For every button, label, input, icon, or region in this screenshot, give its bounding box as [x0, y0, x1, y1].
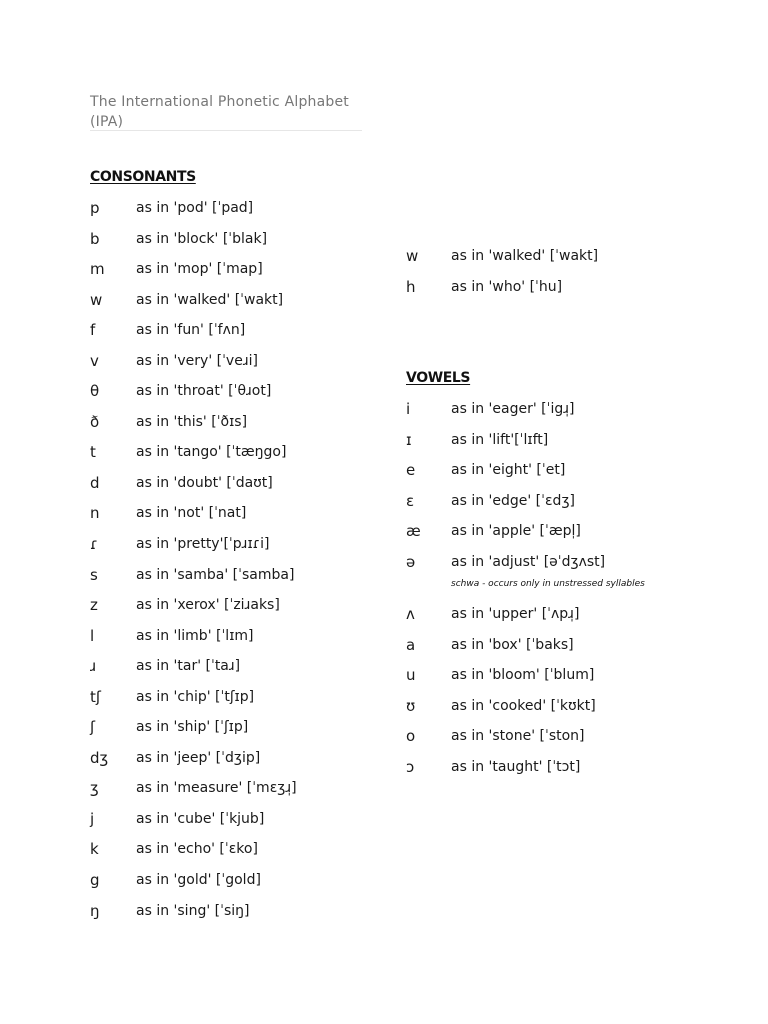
ipa-row [406, 247, 706, 278]
ipa-symbol: g [90, 871, 100, 890]
ipa-row [90, 291, 370, 322]
ipa-example: as in 'fun' [ˈfʌn] [136, 322, 246, 339]
ipa-row [406, 400, 706, 431]
ipa-row [406, 666, 706, 697]
ipa-example: as in 'measure' [ˈmɛʒɹ̩] [136, 780, 297, 797]
ipa-example: as in 'cooked' [ˈkʊkt] [451, 697, 596, 714]
ipa-symbol: h [406, 277, 416, 296]
ipa-row [406, 636, 706, 667]
ipa-row [406, 492, 706, 523]
ipa-row [90, 260, 370, 291]
ipa-row [90, 688, 370, 719]
ipa-row [90, 535, 370, 566]
ipa-example: as in 'very' [ˈveɹi] [136, 352, 258, 369]
ipa-example: as in 'tar' [ˈtaɹ] [136, 658, 241, 675]
ipa-row [90, 718, 370, 749]
ipa-row [90, 871, 370, 902]
ipa-symbol: θ [90, 382, 100, 401]
ipa-row [90, 413, 370, 444]
ipa-example: as in 'stone' [ˈston] [451, 728, 585, 745]
consonants-heading: CONSONANTS [90, 169, 196, 185]
ipa-symbol: f [90, 321, 96, 340]
ipa-example: as in 'who' [ˈhu] [451, 278, 563, 295]
ipa-example: as in 'samba' [ˈsamba] [136, 566, 295, 583]
ipa-symbol: b [90, 229, 100, 248]
ipa-row [90, 443, 370, 474]
ipa-symbol: p [90, 199, 100, 217]
ipa-row [406, 431, 706, 462]
ipa-symbol: w [406, 247, 419, 265]
schwa-note: schwa - occurs only in unstressed syllables [451, 579, 645, 590]
ipa-example: as in 'apple' [ˈæpl̩] [451, 523, 581, 540]
ipa-row [90, 749, 370, 780]
ipa-example: as in 'pod' [ˈpad] [136, 200, 254, 216]
ipa-symbol: k [90, 840, 99, 859]
ipa-symbol: ɛ [406, 491, 415, 510]
ipa-row [90, 596, 370, 627]
ipa-row [90, 199, 370, 230]
ipa-symbol: v [90, 351, 99, 370]
ipa-row [90, 504, 370, 535]
ipa-symbol: w [90, 290, 103, 309]
ipa-example: as in 'bloom' [ˈblum] [451, 667, 595, 684]
schwa-note-row [406, 579, 706, 605]
ipa-example: as in 'doubt' [ˈdaʊt] [136, 474, 273, 491]
ipa-row [406, 522, 706, 553]
ipa-symbol: m [90, 260, 105, 279]
consonants-continued-list [406, 247, 706, 308]
ipa-row [90, 321, 370, 352]
document-title: The International Phonetic Alphabet (IPA) [90, 94, 349, 130]
ipa-row [90, 566, 370, 597]
ipa-symbol: ʒ [90, 779, 99, 798]
vowels-heading: VOWELS [406, 370, 471, 386]
ipa-symbol: z [90, 596, 98, 615]
ipa-symbol: ʊ [406, 696, 416, 715]
ipa-row [90, 779, 370, 810]
ipa-symbol: i [406, 400, 411, 418]
ipa-example: as in 'taught' [ˈtɔt] [451, 759, 581, 776]
ipa-example: as in 'edge' [ˈɛdʒ] [451, 492, 575, 509]
ipa-example: as in 'limb' [ˈlɪm] [136, 627, 254, 644]
ipa-symbol: u [406, 666, 416, 685]
ipa-symbol: s [90, 565, 98, 584]
ipa-row [406, 461, 706, 492]
ipa-example: as in 'gold' [ˈgold] [136, 872, 261, 889]
ipa-symbol: o [406, 727, 416, 746]
ipa-symbol: d [90, 473, 100, 492]
ipa-row [406, 727, 706, 758]
ipa-row [406, 758, 706, 789]
title-divider [90, 130, 362, 131]
ipa-symbol: æ [406, 522, 421, 541]
ipa-example: as in 'block' [ˈblak] [136, 230, 268, 247]
ipa-symbol: ʌ [406, 605, 415, 624]
ipa-example: as in 'chip' [ˈtʃɪp] [136, 688, 255, 705]
ipa-example: as in 'throat' [ˈθɹot] [136, 383, 272, 400]
ipa-example: as in 'lift'[ˈlɪft] [451, 431, 549, 448]
ipa-example: as in 'echo' [ˈɛko] [136, 841, 258, 858]
ipa-row [90, 810, 370, 841]
ipa-symbol: j [90, 809, 95, 828]
ipa-symbol: tʃ [90, 687, 101, 706]
ipa-example: as in 'xerox' [ˈziɹaks] [136, 597, 280, 614]
ipa-row [90, 230, 370, 261]
ipa-example: as in 'not' [ˈnat] [136, 505, 247, 522]
ipa-symbol: ɪ [406, 430, 412, 449]
ipa-example: as in 'walked' [ˈwakt] [136, 291, 284, 308]
vowels-list [406, 400, 706, 789]
ipa-row [90, 352, 370, 383]
ipa-example: as in 'upper' [ˈʌpɹ̩] [451, 606, 580, 623]
consonants-list [90, 199, 370, 932]
ipa-example: as in 'ship' [ˈʃɪp] [136, 719, 249, 736]
ipa-example: as in 'eager' [ˈigɹ̩] [451, 401, 575, 417]
ipa-row [90, 382, 370, 413]
ipa-example: as in 'pretty'[ˈpɹɪɾi] [136, 536, 270, 553]
ipa-example: as in 'jeep' [ˈdʒip] [136, 749, 261, 766]
ipa-symbol: l [90, 626, 95, 645]
ipa-symbol: ɔ [406, 758, 415, 777]
ipa-symbol: t [90, 443, 96, 462]
ipa-row [90, 627, 370, 658]
ipa-symbol: a [406, 635, 416, 654]
ipa-example: as in 'adjust' [əˈdʒʌst] [451, 553, 606, 570]
ipa-symbol: ʃ [90, 718, 96, 737]
ipa-example: as in 'sing' [ˈsiŋ] [136, 902, 250, 919]
ipa-example: as in 'walked' [ˈwakt] [451, 248, 599, 264]
ipa-example: as in 'mop' [ˈmap] [136, 261, 263, 278]
ipa-symbol: ɹ [90, 657, 97, 676]
ipa-symbol: ə [406, 552, 416, 571]
ipa-row [90, 657, 370, 688]
ipa-symbol: e [406, 461, 416, 480]
ipa-row [406, 278, 706, 309]
ipa-row [90, 474, 370, 505]
ipa-symbol: n [90, 504, 100, 523]
ipa-example: as in 'cube' [ˈkjub] [136, 810, 265, 827]
ipa-row [406, 605, 706, 636]
ipa-row [406, 697, 706, 728]
ipa-symbol: ŋ [90, 901, 100, 920]
ipa-example: as in 'tango' [ˈtæŋgo] [136, 444, 287, 461]
ipa-row [90, 902, 370, 933]
ipa-symbol: dʒ [90, 748, 109, 767]
ipa-symbol: ɾ [90, 535, 98, 554]
ipa-symbol: ð [90, 412, 100, 431]
ipa-example: as in 'this' [ˈðɪs] [136, 413, 248, 430]
ipa-row [90, 840, 370, 871]
ipa-example: as in 'eight' [ˈet] [451, 462, 566, 479]
ipa-example: as in 'box' [ˈbaks] [451, 636, 574, 653]
